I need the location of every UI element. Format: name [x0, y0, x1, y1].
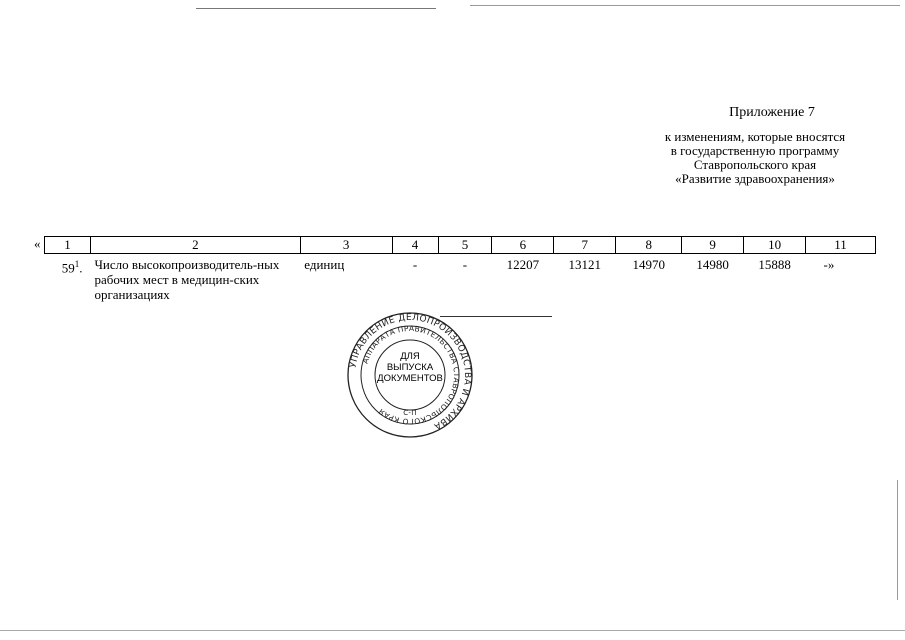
column-header-row — [45, 237, 876, 254]
stamp-outer-text: УПРАВЛЕНИЕ ДЕЛОПРОИЗВОДСТВА И АРХИВА — [348, 312, 473, 432]
appendix-line: «Развитие здравоохранения» — [675, 171, 835, 186]
column-header: 6 — [492, 237, 554, 254]
row-number: $59^1$. — [61, 259, 83, 276]
column-header: 2 — [90, 237, 300, 254]
stamp-center-line: ВЫПУСКА — [386, 362, 434, 373]
stamp-code: С-П — [403, 409, 417, 417]
cell-col-7: 13121 — [568, 257, 602, 272]
column-header: 11 — [806, 237, 876, 254]
column-header: 3 — [300, 237, 392, 254]
scan-line-top — [196, 8, 436, 9]
row-number-superscript: 1 — [74, 259, 80, 269]
cell-col-10: 15888 — [758, 257, 791, 272]
cell-col-6: 12207 — [506, 257, 540, 272]
scan-line-top-right — [470, 5, 900, 6]
open-quote: « — [34, 236, 41, 251]
appendix-header — [635, 106, 875, 186]
stamp-center-line: ДЛЯ — [400, 351, 420, 362]
appendix-title: Приложение 7 — [729, 105, 815, 120]
official-stamp — [346, 311, 474, 439]
scan-edge-right — [897, 480, 898, 600]
column-header: 10 — [744, 237, 806, 254]
cell-col-8: 14970 — [632, 257, 665, 272]
unit-of-measure: единиц — [304, 257, 345, 272]
appendix-line: к изменениям, которые вносятся — [664, 129, 846, 144]
column-header: 9 — [682, 237, 744, 254]
cell-col-9: 14980 — [696, 257, 729, 272]
column-header: 5 — [438, 237, 492, 254]
cell-col-5: - — [462, 257, 468, 272]
column-header: 4 — [392, 237, 438, 254]
cell-col-4: - — [412, 257, 418, 272]
stamp-center-text — [360, 351, 460, 384]
appendix-line: в государственную программу — [670, 143, 840, 158]
scan-line-bottom — [0, 630, 905, 631]
cell-col-11: -» — [823, 257, 835, 272]
indicator-name: Число высокопроизводитель-ных рабочих мест в медицин-ских организациях — [94, 257, 280, 302]
table-row — [45, 254, 876, 303]
program-table — [44, 236, 876, 302]
column-header: 8 — [616, 237, 682, 254]
stamp-inner-text: АППАРАТА ПРАВИТЕЛЬСТВА СТАВРОПОЛЬСКОГО КРАЯ — [360, 323, 462, 427]
appendix-line: Ставропольского края — [693, 157, 817, 172]
column-header: 7 — [554, 237, 616, 254]
column-header: 1 — [45, 237, 91, 254]
stamp-center-line: ДОКУМЕНТОВ — [377, 373, 443, 384]
